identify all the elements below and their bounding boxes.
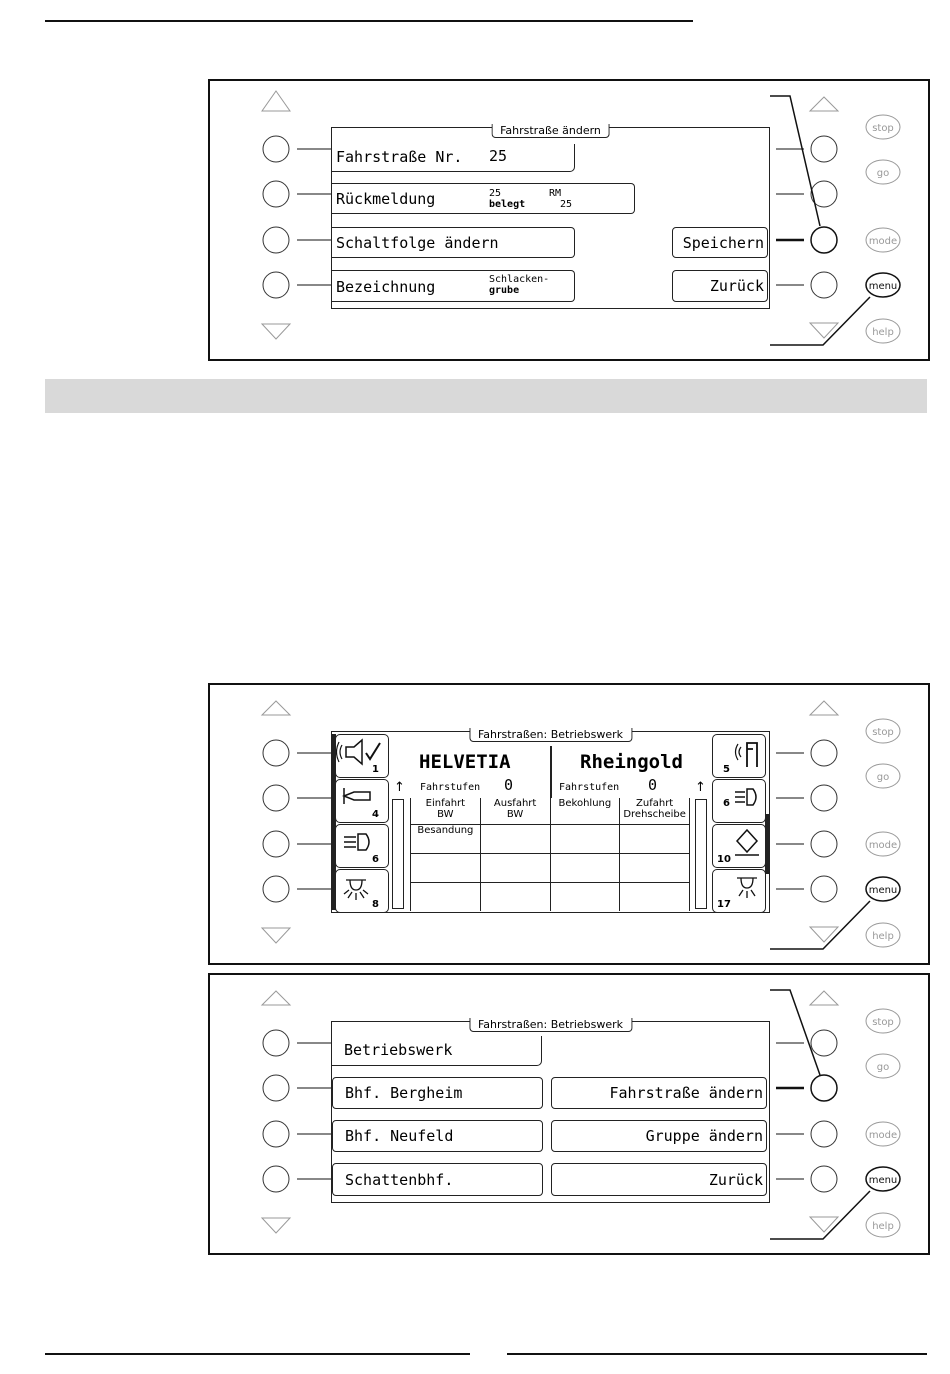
back-button-label: Zurück	[708, 1171, 763, 1189]
go-key-label: go	[876, 772, 890, 783]
feedback-value-2: belegt	[489, 199, 526, 210]
back-button[interactable]	[672, 270, 768, 302]
edit-route-label: Fahrstraße ändern	[609, 1084, 763, 1102]
route-group-neufeld[interactable]	[332, 1120, 543, 1152]
route-number-label: Fahrstraße Nr.	[336, 148, 463, 166]
door-sound-icon	[713, 735, 765, 777]
speed-steps-label-left: Fahrstufen	[420, 782, 481, 793]
ceiling-light-icon	[336, 870, 388, 912]
softkey-left-3[interactable]	[263, 227, 289, 253]
lcd-display-2	[331, 728, 770, 913]
function-number: 5	[723, 764, 730, 775]
softkey-right-1[interactable]	[811, 136, 837, 162]
menu-key-label: menu	[868, 281, 898, 292]
menu-key-label: menu	[868, 1175, 898, 1186]
horn-sound-icon	[336, 735, 388, 777]
loco-name-right: Rheingold	[580, 751, 683, 773]
function-number: 6	[723, 798, 730, 809]
table-cell[interactable]	[620, 853, 690, 882]
control-panel-1	[208, 79, 930, 361]
function-number: 4	[372, 809, 379, 820]
lcd-display-3	[331, 1018, 770, 1203]
softkey-left-1[interactable]	[263, 136, 289, 162]
softkey-left-1[interactable]	[263, 1030, 289, 1056]
function-number: 6	[372, 854, 379, 865]
save-button-label: Speichern	[682, 234, 764, 252]
mode-key-label: mode	[868, 236, 898, 247]
route-group-label: Bhf. Neufeld	[345, 1127, 454, 1145]
go-key-label: go	[876, 168, 890, 179]
speed-steps-value-right: 0	[648, 776, 658, 794]
function-button-rear-light[interactable]	[712, 779, 766, 823]
scroll-down-arrow-left[interactable]	[262, 1218, 290, 1233]
table-header: Einfahrt BW	[411, 798, 481, 825]
headlight-icon	[336, 825, 388, 867]
help-key-label: help	[872, 931, 894, 942]
back-button[interactable]	[551, 1163, 767, 1196]
softkey-right-1[interactable]	[811, 1030, 837, 1056]
scroll-down-arrow-right[interactable]	[810, 323, 838, 338]
function-number: 10	[717, 854, 731, 865]
switch-sequence-label: Schaltfolge ändern	[336, 234, 499, 252]
scroll-up-arrow-right[interactable]	[810, 991, 838, 1005]
feedback-value-1: 25	[489, 188, 502, 199]
speed-steps-label-right: Fahrstufen	[559, 782, 620, 793]
function-button-horn[interactable]	[335, 734, 389, 778]
table-cell[interactable]	[411, 853, 481, 882]
save-button[interactable]	[672, 227, 768, 258]
scroll-up-arrow-left[interactable]	[262, 701, 290, 715]
screen-title: Fahrstraßen: Betriebswerk	[469, 1018, 632, 1032]
table-cell[interactable]	[480, 853, 550, 882]
function-button-uncoupler[interactable]	[712, 824, 766, 868]
feedback-rm-label: RM	[549, 188, 562, 199]
route-group-label: Betriebswerk	[344, 1041, 453, 1059]
table-cell[interactable]	[480, 825, 550, 854]
feedback-field[interactable]	[332, 183, 635, 214]
table-cell[interactable]	[620, 882, 690, 911]
mode-key-label: mode	[868, 840, 898, 851]
direction-arrow-right-icon: ↑	[695, 780, 706, 795]
mode-key-label: mode	[868, 1130, 898, 1141]
table-cell[interactable]	[550, 853, 620, 882]
stop-key-label: stop	[872, 727, 894, 738]
designation-field[interactable]	[332, 270, 575, 302]
softkey-right-4[interactable]	[811, 876, 837, 902]
route-group-bergheim[interactable]	[332, 1077, 543, 1109]
scroll-down-arrow-right[interactable]	[810, 927, 838, 942]
softkey-left-3[interactable]	[263, 1121, 289, 1147]
go-key-label: go	[876, 1062, 890, 1073]
feedback-rm-value: 25	[560, 199, 573, 210]
designation-value-1: Schlacken-	[489, 274, 550, 285]
table-cell[interactable]	[620, 825, 690, 854]
function-button-interior-light[interactable]	[712, 869, 766, 913]
back-button-label: Zurück	[709, 277, 764, 295]
feedback-label: Rückmeldung	[336, 190, 436, 208]
softkey-right-1[interactable]	[811, 740, 837, 766]
function-button-headlight[interactable]	[335, 824, 389, 868]
function-button-whistle[interactable]	[335, 779, 389, 823]
bottom-rule-left	[45, 1353, 470, 1355]
whistle-icon	[336, 780, 388, 822]
softkey-right-4[interactable]	[811, 272, 837, 298]
screen-title: Fahrstraßen: Betriebswerk	[469, 728, 632, 742]
bottom-rule-right	[507, 1353, 927, 1355]
scroll-down-arrow-left[interactable]	[262, 324, 290, 339]
scroll-up-arrow-left[interactable]	[262, 991, 290, 1005]
table-cell[interactable]	[550, 882, 620, 911]
softkey-right-3[interactable]	[811, 831, 837, 857]
speed-bar-right	[695, 799, 707, 909]
speed-steps-value-left: 0	[504, 776, 514, 794]
softkey-left-3[interactable]	[263, 831, 289, 857]
softkey-right-3[interactable]	[811, 227, 837, 253]
route-table	[410, 798, 690, 911]
softkey-left-4[interactable]	[263, 876, 289, 902]
designation-value-2: grube	[489, 285, 520, 296]
softkey-left-4[interactable]	[263, 272, 289, 298]
route-group-betriebswerk[interactable]	[332, 1036, 542, 1066]
table-header: Ausfahrt BW	[480, 798, 550, 825]
softkey-right-2[interactable]	[811, 785, 837, 811]
lcd-display-1	[331, 124, 770, 309]
softkey-right-3[interactable]	[811, 1121, 837, 1147]
function-number: 1	[372, 764, 379, 775]
help-key-label: help	[872, 327, 894, 338]
route-group-schattenbahnhof[interactable]	[332, 1163, 543, 1196]
direction-arrow-left-icon: ↑	[394, 780, 405, 795]
softkey-left-4[interactable]	[263, 1166, 289, 1192]
softkey-right-2[interactable]	[811, 1075, 837, 1101]
function-number: 8	[372, 899, 379, 910]
scroll-up-arrow-right[interactable]	[810, 97, 838, 111]
help-key-label: help	[872, 1221, 894, 1232]
top-rule	[45, 20, 693, 22]
edit-route-button[interactable]	[551, 1077, 767, 1109]
function-number: 17	[717, 899, 731, 910]
softkey-right-4[interactable]	[811, 1166, 837, 1192]
control-panel-2	[208, 683, 930, 965]
scroll-up-arrow-right[interactable]	[810, 701, 838, 715]
scroll-up-arrow-left[interactable]	[262, 91, 290, 111]
table-cell[interactable]	[480, 882, 550, 911]
loco-name-left: HELVETIA	[419, 751, 511, 773]
table-cell[interactable]	[411, 882, 481, 911]
switch-sequence-field[interactable]	[332, 227, 575, 258]
function-button-door[interactable]	[712, 734, 766, 778]
table-header: Bekohlung	[550, 798, 620, 825]
softkey-left-2[interactable]	[263, 1075, 289, 1101]
section-heading-bar	[45, 379, 927, 413]
edit-group-label: Gruppe ändern	[645, 1127, 763, 1145]
headlight-icon	[713, 780, 765, 822]
scroll-down-arrow-left[interactable]	[262, 928, 290, 943]
table-cell[interactable]	[550, 825, 620, 854]
stop-key-label: stop	[872, 123, 894, 134]
route-group-label: Bhf. Bergheim	[345, 1084, 463, 1102]
menu-key-label: menu	[868, 885, 898, 896]
route-group-label: Schattenbhf.	[345, 1171, 454, 1189]
function-button-cab-light[interactable]	[335, 869, 389, 913]
table-cell[interactable]: Besandung	[411, 825, 481, 854]
speed-bar-left	[392, 799, 404, 909]
table-header: Zufahrt Drehscheibe	[620, 798, 690, 825]
control-panel-3	[208, 973, 930, 1255]
designation-label: Bezeichnung	[336, 278, 436, 296]
screen-title: Fahrstraße ändern	[491, 124, 610, 138]
stop-key-label: stop	[872, 1017, 894, 1028]
route-number-value: 25	[489, 147, 508, 165]
route-number-field[interactable]	[332, 144, 575, 172]
softkey-left-1[interactable]	[263, 740, 289, 766]
edit-group-button[interactable]	[551, 1120, 767, 1152]
softkey-left-2[interactable]	[263, 181, 289, 207]
scroll-down-arrow-right[interactable]	[810, 1217, 838, 1232]
softkey-left-2[interactable]	[263, 785, 289, 811]
